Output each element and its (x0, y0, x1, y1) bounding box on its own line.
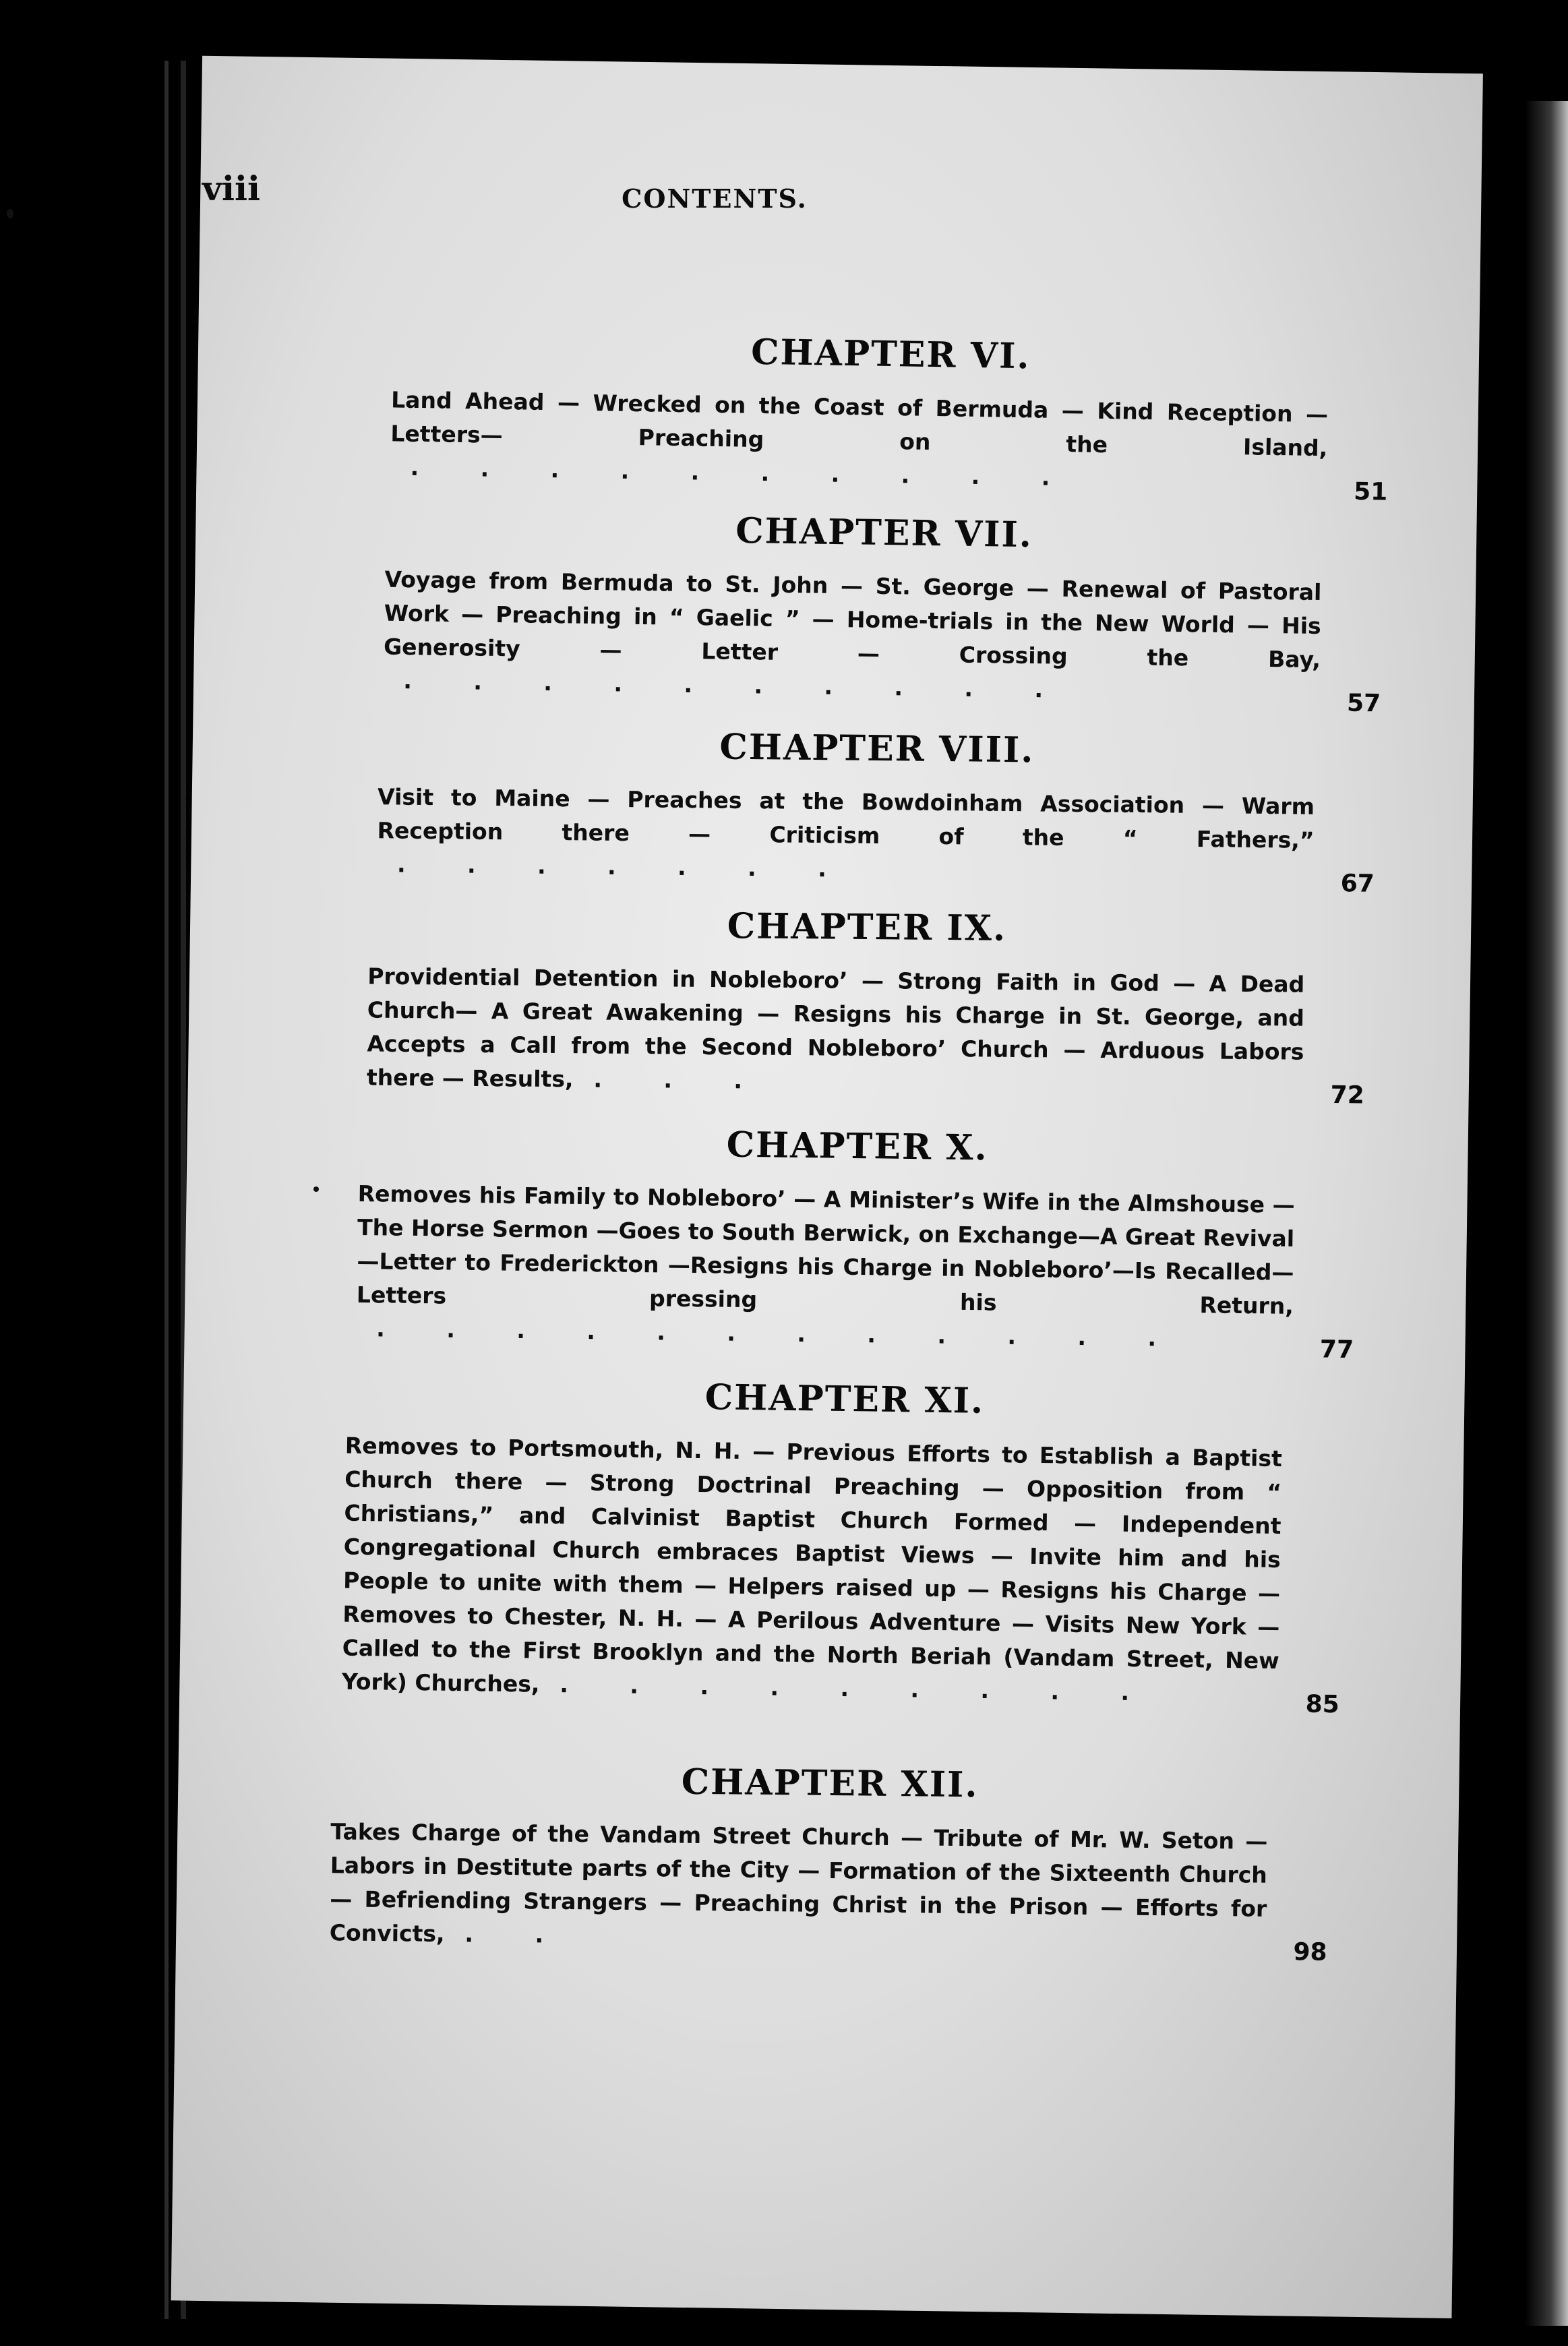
chapter-summary: Removes his Family to Nobleboro’ — A Minister’s Wife in the Almshouse — The Horse Sermon —Goes to South Berwick, on Exchange—A Great Revival —Letter to Frederickton —Resigns his Charge in Nobleboro’—Is Recalled—Letters pressing his Return,. . . . . . . . . . . . 77 (356, 1177, 1356, 1358)
chapter-title: CHAPTER VI. (750, 331, 1031, 378)
chapter-summary: Land Ahead — Wrecked on the Coast of Bermuda — Kind Reception — Letters— Preaching on the Island,. . . . . . . . . . 51 (390, 383, 1389, 500)
chapter-entry-xii (329, 1757, 1329, 1966)
chapter-entry-xi (341, 1372, 1344, 1719)
chapter-title: CHAPTER VIII. (719, 726, 1035, 771)
dot-leaders: . . . . . . . . . . . . (376, 1315, 1184, 1352)
dot-leaders: . . . . . . . . . . (410, 454, 1077, 491)
scan-speck (7, 209, 13, 218)
page-number: 85 (1305, 1690, 1339, 1719)
chapter-summary: Voyage from Bermuda to St. John — St. George — Renewal of Pastoral Work — Preaching in “ Gaelic ” — Home-trials in the New World — His Generosity — Letter — Crossing the Bay,. . . . . . . . . . 57 (383, 563, 1383, 712)
chapter-entry-x (356, 1120, 1356, 1364)
binding-edge (155, 61, 169, 2319)
page-number: 67 (1340, 870, 1375, 898)
dot-leaders: . . . (593, 1066, 770, 1094)
chapter-summary: Takes Charge of the Vandam Street Church — Tribute of Mr. W. Seton — Labors in Destitute parts of the City — Formation of the Sixteenth Church — Befriending Strangers — Preaching Christ in the Prison — Efforts for Convicts, . . 98 (330, 1815, 1329, 1960)
chapter-title: CHAPTER VII. (735, 510, 1033, 556)
dot-leaders: . . . . . . . . . (560, 1671, 1157, 1706)
chapter-entry-ix (366, 903, 1366, 1110)
chapter-title: CHAPTER IX. (727, 905, 1007, 949)
chapter-title: CHAPTER X. (726, 1124, 989, 1169)
chapter-entry-vii (383, 506, 1383, 718)
chapter-title: CHAPTER XII. (681, 1761, 979, 1806)
page-header (202, 169, 1227, 229)
page-number: 77 (1319, 1335, 1354, 1364)
page-number: 72 (1330, 1081, 1365, 1110)
dot-leaders: . . . . . . . (396, 851, 853, 882)
chapter-entry-vi (390, 326, 1390, 506)
chapter-title: CHAPTER XI. (704, 1377, 985, 1422)
folio: viii (202, 169, 261, 208)
dot-leaders: . . (464, 1921, 571, 1948)
chapter-summary: Removes to Portsmouth, N. H. — Previous Efforts to Establish a Baptist Church there — Strong Doctrinal Preaching — Opposition from “ Christians,” and Calvinist Baptist Church Formed — Independent Congregational Church embraces Baptist Views — Invite him and his People to unite with them — Helpers raised up — Resigns his Charge — Removes to Chester, N. H. — A Perilous Adventure — Visits New York —Called to the First Brooklyn and the North Beriah (Vandam Street, New York) Churches, . . . . . . . . . 85 (342, 1429, 1343, 1713)
chapter-entry-viii (377, 723, 1376, 898)
facing-page-edge (1525, 101, 1568, 2326)
page-number: 51 (1353, 477, 1388, 506)
chapter-summary: Visit to Maine — Preaches at the Bowdoinham Association — Warm Reception there — Criticism of the “ Fathers,”. . . . . . . 67 (377, 780, 1375, 891)
running-head: CONTENTS. (622, 183, 808, 214)
dot-leaders: . . . . . . . . . . (403, 667, 1071, 703)
chapter-summary: Providential Detention in Nobleboro’ — Strong Faith in God — A Dead Church— A Great Awakening — Resigns his Charge in St. George, and Accepts a Call from the Second Nobleboro’ Church — Arduous Labors there — Results, . . . 72 (367, 960, 1366, 1104)
page-number: 57 (1346, 689, 1381, 718)
scan-speck (313, 1186, 319, 1192)
page-number: 98 (1293, 1938, 1327, 1966)
